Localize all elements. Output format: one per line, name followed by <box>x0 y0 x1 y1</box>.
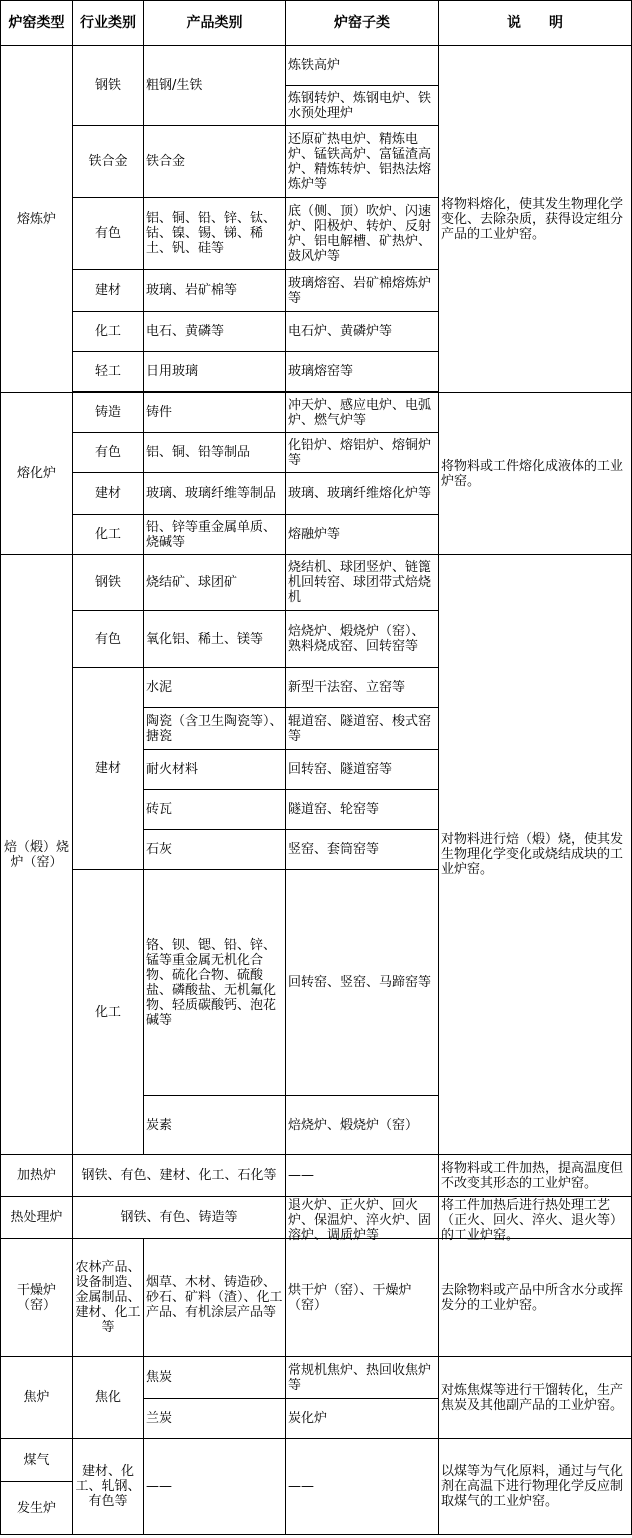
furnace-type-cell: 熔炼炉 <box>1 46 73 393</box>
furnace-type-cell: 焙（煅）烧炉（窑） <box>1 555 73 1155</box>
industry-cell: 焦化 <box>73 1357 144 1439</box>
furnace-type-cell: 发生炉 <box>1 1482 73 1535</box>
product-cell: 陶瓷（含卫生陶瓷等）、搪瓷 <box>144 708 286 750</box>
subtype-cell: 竖窑、套筒窑等 <box>286 830 439 870</box>
header-product: 产品类别 <box>144 1 286 46</box>
subtype-text: 退火炉、正火炉、回火炉、保温炉、淬火炉、固溶炉、调质炉等 <box>288 1198 432 1243</box>
description-cell: 对炼焦煤等进行干馏转化，生产焦炭及其他副产品的工业炉窑。 <box>439 1357 632 1439</box>
subtype-cell: 熔融炉等 <box>286 515 439 555</box>
industry-cell: 化工 <box>73 312 144 352</box>
product-cell: 铁合金 <box>144 126 286 198</box>
product-cell: 铝、铜、铅、锌、钛、钴、镍、锡、锑、稀土、钒、硅等 <box>144 198 286 270</box>
product-cell: 烟草、木材、铸造砂、砂石、矿料（渣）、化工产品、有机涂层产品等 <box>144 1239 286 1357</box>
product-cell: 兰炭 <box>144 1399 286 1439</box>
subtype-cell <box>286 1197 439 1243</box>
table-row <box>1 1357 632 1399</box>
subtype-cell: 还原矿热电炉、精炼电炉、锰铁高炉、富锰渣高炉、精炼转炉、铝热法熔炼炉等 <box>286 126 439 198</box>
product-cell: 玻璃、岩矿棉等 <box>144 270 286 312</box>
header-description: 说 明 <box>439 1 632 46</box>
subtype-cell: —— <box>286 1439 439 1535</box>
subtype-cell: 焙烧炉、煅烧炉（窑） <box>286 1096 439 1155</box>
description-text: 将工件加热后进行热处理工艺（正火、回火、淬火、退火等）的工业炉窑。 <box>441 1198 624 1243</box>
table-row <box>1 1197 632 1239</box>
industry-cell: 建材、化工、轧钢、有色等 <box>73 1439 144 1535</box>
subtype-cell: 回转窑、隧道窑等 <box>286 750 439 790</box>
subtype-cell: 新型干法窑、立窑等 <box>286 668 439 708</box>
product-cell: 铸件 <box>144 393 286 433</box>
subtype-cell: 玻璃熔窑、岩矿棉熔炼炉等 <box>286 270 439 312</box>
product-cell: 石灰 <box>144 830 286 870</box>
product-cell: —— <box>144 1439 286 1535</box>
table-row <box>1 1155 632 1197</box>
subtype-cell: 烘干炉（窑）、干燥炉（窑） <box>286 1239 439 1357</box>
table-row <box>1 46 632 86</box>
product-cell: 焦炭 <box>144 1357 286 1399</box>
subtype-cell: 焙烧炉、煅烧炉（窑）、熟料烧成窑、回转窑等 <box>286 611 439 668</box>
subtype-cell: 玻璃、玻璃纤维熔化炉等 <box>286 473 439 515</box>
industry-cell: 钢铁、有色、建材、化工、石化等 <box>73 1155 286 1197</box>
subtype-cell: 炭化炉 <box>286 1399 439 1439</box>
product-cell: 烧结矿、球团矿 <box>144 555 286 611</box>
product-cell: 粗钢/生铁 <box>144 46 286 126</box>
description-cell: 将物料熔化，使其发生物理化学变化、去除杂质，获得设定组分产品的工业炉窑。 <box>439 46 632 393</box>
furnace-type-cell: 焦炉 <box>1 1357 73 1439</box>
table-row <box>1 555 632 611</box>
header-subtype: 炉窑子类 <box>286 1 439 46</box>
product-cell: 日用玻璃 <box>144 352 286 392</box>
table-row <box>1 1439 632 1482</box>
header-furnace-type: 炉窑类型 <box>1 1 73 46</box>
subtype-cell: 炼铁高炉 <box>286 46 439 86</box>
industry-cell: 有色 <box>73 198 144 270</box>
industry-cell: 铸造 <box>73 393 144 433</box>
product-cell: 氧化铝、稀土、镁等 <box>144 611 286 668</box>
subtype-cell: 化铅炉、熔铝炉、熔铜炉等 <box>286 433 439 473</box>
subtype-cell: 回转窑、竖窑、马蹄窑等 <box>286 870 439 1096</box>
subtype-cell: —— <box>286 1155 439 1197</box>
subtype-cell: 辊道窑、隧道窑、梭式窑等 <box>286 708 439 750</box>
industry-cell: 有色 <box>73 433 144 473</box>
industry-cell: 化工 <box>73 515 144 555</box>
industry-cell: 建材 <box>73 473 144 515</box>
description-cell: 以煤等为气化原料，通过与气化剂在高温下进行物理化学反应制取煤气的工业炉窑。 <box>439 1439 632 1535</box>
furnace-type-cell: 加热炉 <box>1 1155 73 1197</box>
header-industry: 行业类别 <box>73 1 144 46</box>
description-cell: 将物料或工件熔化成液体的工业炉窑。 <box>439 393 632 555</box>
subtype-cell: 烧结机、球团竖炉、链篦机回转窑、球团带式焙烧机 <box>286 555 439 611</box>
product-cell: 电石、黄磷等 <box>144 312 286 352</box>
industry-cell: 轻工 <box>73 352 144 392</box>
furnace-type-cell: 熔化炉 <box>1 393 73 555</box>
subtype-cell: 底（侧、顶）吹炉、闪速炉、阳极炉、转炉、反射炉、铝电解槽、矿热炉、鼓风炉等 <box>286 198 439 270</box>
product-cell: 铅、锌等重金属单质、烧碱等 <box>144 515 286 555</box>
subtype-cell: 常规机焦炉、热回收焦炉等 <box>286 1357 439 1399</box>
description-cell <box>439 1197 632 1243</box>
industry-cell: 铁合金 <box>73 126 144 198</box>
subtype-cell: 冲天炉、感应电炉、电弧炉、燃气炉等 <box>286 393 439 433</box>
furnace-type-cell: 煤气 <box>1 1439 73 1482</box>
product-cell: 铬、钡、锶、铅、锌、锰等重金属无机化合物、硫化合物、硫酸盐、磷酸盐、无机氟化物、轻质碳酸钙、泡花碱等 <box>144 870 286 1096</box>
subtype-cell: 玻璃熔窑等 <box>286 352 439 392</box>
subtype-cell: 炼钢转炉、炼钢电炉、铁水预处理炉 <box>286 86 439 126</box>
product-cell: 炭素 <box>144 1096 286 1155</box>
industry-cell: 钢铁 <box>73 46 144 126</box>
table-row <box>1 1239 632 1357</box>
description-cell: 对物料进行焙（煅）烧，使其发生物理化学变化或烧结成块的工业炉窑。 <box>439 555 632 1155</box>
furnace-type-cell: 热处理炉 <box>1 1197 73 1239</box>
industry-cell: 建材 <box>73 668 144 870</box>
industry-cell: 建材 <box>73 270 144 312</box>
subtype-cell: 电石炉、黄磷炉等 <box>286 312 439 352</box>
product-cell: 耐火材料 <box>144 750 286 790</box>
table-row <box>1 393 632 433</box>
description-cell: 将物料或工件加热，提高温度但不改变其形态的工业炉窑。 <box>439 1155 632 1197</box>
industry-cell: 农林产品、设备制造、金属制品、建材、化工等 <box>73 1239 144 1357</box>
product-cell: 铝、铜、铅等制品 <box>144 433 286 473</box>
industry-cell: 有色 <box>73 611 144 668</box>
product-cell: 砖瓦 <box>144 790 286 830</box>
furnace-type-cell: 干燥炉（窑） <box>1 1239 73 1357</box>
header-row <box>1 1 632 46</box>
industry-cell: 钢铁 <box>73 555 144 611</box>
industry-cell: 化工 <box>73 870 144 1155</box>
product-cell: 水泥 <box>144 668 286 708</box>
product-cell: 玻璃、玻璃纤维等制品 <box>144 473 286 515</box>
description-cell: 去除物料或产品中所含水分或挥发分的工业炉窑。 <box>439 1239 632 1357</box>
subtype-cell: 隧道窑、轮窑等 <box>286 790 439 830</box>
industry-cell: 钢铁、有色、铸造等 <box>73 1197 286 1239</box>
